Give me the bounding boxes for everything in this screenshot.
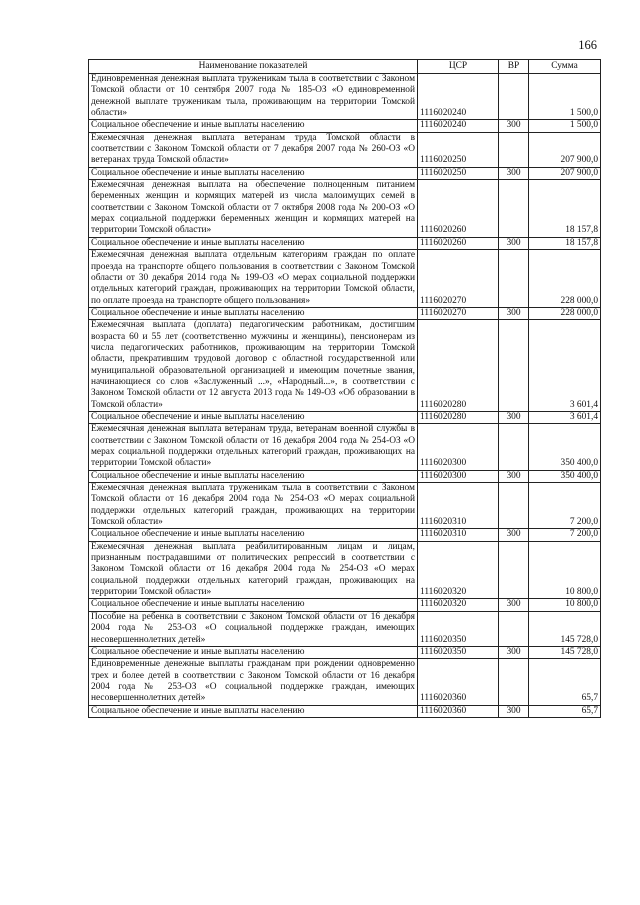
row-name-cell: Социальное обеспечение и иные выплаты населению (89, 646, 418, 658)
row-csr-cell: 1116020280 (418, 411, 499, 423)
row-name-cell: Социальное обеспечение и иные выплаты населению (89, 411, 418, 423)
row-sum-cell: 350 400,0 (529, 470, 601, 482)
table-row (89, 411, 601, 423)
row-vr-cell: 300 (499, 599, 529, 611)
table-row (89, 74, 601, 120)
row-sum-cell: 1 500,0 (529, 120, 601, 132)
row-vr-cell (499, 320, 529, 412)
row-vr-cell: 300 (499, 411, 529, 423)
row-vr-cell (499, 132, 529, 167)
row-vr-cell: 300 (499, 120, 529, 132)
table-row (89, 250, 601, 308)
row-vr-cell: 300 (499, 646, 529, 658)
row-sum-cell: 1 500,0 (529, 74, 601, 120)
table-row (89, 599, 601, 611)
row-sum-cell: 18 157,8 (529, 180, 601, 238)
row-csr-cell: 1116020310 (418, 529, 499, 541)
row-sum-cell: 7 200,0 (529, 529, 601, 541)
row-vr-cell (499, 250, 529, 308)
row-vr-cell: 300 (499, 529, 529, 541)
table-row (89, 237, 601, 249)
row-sum-cell: 3 601,4 (529, 411, 601, 423)
row-sum-cell: 10 800,0 (529, 599, 601, 611)
row-vr-cell: 300 (499, 167, 529, 179)
table-row (89, 646, 601, 658)
row-vr-cell (499, 611, 529, 646)
row-csr-cell: 1116020270 (418, 307, 499, 319)
table-row (89, 483, 601, 529)
row-vr-cell (499, 424, 529, 470)
row-name-cell: Ежемесячная денежная выплата на обеспечение полноценным питанием беременных женщин и кормящих матерей из числа малоимущих семей в соответствии с Законом Томской области от 7 октября 2008 года № 200-ОЗ «О мерах социальной поддержки беременных женщин и кормящих матерей на территории Томской области» (89, 180, 418, 238)
row-name-cell: Ежемесячная денежная выплата реабилитированным лицам и лицам, признанным пострадавшими от политических репрессий в соответствии с Законом Томской области от 16 декабря 2004 года № 254-ОЗ «О мерах социальной поддержки отдельных категорий граждан, проживающих на территории Томской области» (89, 541, 418, 599)
table-row (89, 132, 601, 167)
page-number: 166 (578, 38, 597, 52)
row-csr-cell: 1116020240 (418, 120, 499, 132)
row-sum-cell: 350 400,0 (529, 424, 601, 470)
row-sum-cell: 10 800,0 (529, 541, 601, 599)
header-name: Наименование показателей (89, 60, 418, 74)
row-sum-cell: 145 728,0 (529, 646, 601, 658)
row-csr-cell: 1116020270 (418, 250, 499, 308)
row-sum-cell: 7 200,0 (529, 483, 601, 529)
table-row (89, 180, 601, 238)
row-csr-cell: 1116020240 (418, 74, 499, 120)
row-csr-cell: 1116020320 (418, 599, 499, 611)
row-sum-cell: 65,7 (529, 659, 601, 705)
table-row (89, 320, 601, 412)
header-sum: Сумма (529, 60, 601, 74)
table-row (89, 659, 601, 705)
row-vr-cell (499, 74, 529, 120)
budget-table (88, 59, 601, 718)
row-name-cell: Ежемесячная денежная выплата ветеранам труда, ветеранам военной службы в соответствии с Законом Томской области от 16 декабря 2004 года № 254-ОЗ «О мерах социальной поддержки отдельных категорий граждан, проживающих на территории Томской области» (89, 424, 418, 470)
row-name-cell: Единовременная денежная выплата труженикам тыла в соответствии с Законом Томской области от 10 сентября 2007 года № 185-ОЗ «О единовременной денежной выплате труженикам тыла, проживающим на территории Томской области» (89, 74, 418, 120)
table-row (89, 529, 601, 541)
row-csr-cell: 1116020280 (418, 320, 499, 412)
table-header-row (89, 60, 601, 74)
row-sum-cell: 228 000,0 (529, 250, 601, 308)
row-vr-cell (499, 541, 529, 599)
row-name-cell: Социальное обеспечение и иные выплаты населению (89, 470, 418, 482)
table-body (89, 74, 601, 718)
row-vr-cell (499, 659, 529, 705)
row-name-cell: Ежемесячная выплата (доплата) педагогическим работникам, достигшим возраста 60 и 55 лет (соответственно мужчины и женщины), пенсионерам из числа педагогических работников, проживающим на территории Томской области, прекратившим трудовой договор с областной государственной или муниципальной образовательной организацией и имеющим почетные звания, начинающиеся со слов «Заслуженный ...», «Народный...», в соответствии с Законом Томской области от 12 августа 2013 года № 149-ОЗ «Об образовании в Томской области» (89, 320, 418, 412)
row-csr-cell: 1116020300 (418, 424, 499, 470)
row-csr-cell: 1116020260 (418, 237, 499, 249)
row-sum-cell: 18 157,8 (529, 237, 601, 249)
row-name-cell: Пособие на ребенка в соответствии с Законом Томской области от 16 декабря 2004 года № 253-ОЗ «О социальной поддержке граждан, имеющих несовершеннолетних детей» (89, 611, 418, 646)
row-name-cell: Социальное обеспечение и иные выплаты населению (89, 599, 418, 611)
row-sum-cell: 145 728,0 (529, 611, 601, 646)
row-csr-cell: 1116020260 (418, 180, 499, 238)
row-sum-cell: 228 000,0 (529, 307, 601, 319)
table-row (89, 120, 601, 132)
table-row (89, 470, 601, 482)
row-vr-cell (499, 483, 529, 529)
row-csr-cell: 1116020350 (418, 611, 499, 646)
row-vr-cell: 300 (499, 470, 529, 482)
row-csr-cell: 1116020310 (418, 483, 499, 529)
row-name-cell: Ежемесячная денежная выплата отдельным категориям граждан по оплате проезда на транспорте общего пользования в соответствии с Законом Томской области от 30 декабря 2014 года № 199-ОЗ «О мерах социальной поддержки отдельных категорий граждан, проживающих на территории Томской области, по оплате проезда на транспорте общего пользования» (89, 250, 418, 308)
row-csr-cell: 1116020250 (418, 167, 499, 179)
row-vr-cell: 300 (499, 307, 529, 319)
row-name-cell: Единовременные денежные выплаты гражданам при рождении одновременно трех и более детей в соответствии с Законом Томской области от 16 декабря 2004 года № 253-ОЗ «О социальной поддержке граждан, имеющих несовершеннолетних детей» (89, 659, 418, 705)
table-row (89, 611, 601, 646)
row-sum-cell: 65,7 (529, 705, 601, 717)
table-row (89, 705, 601, 717)
row-name-cell: Социальное обеспечение и иные выплаты населению (89, 705, 418, 717)
row-name-cell: Ежемесячная денежная выплата ветеранам труда Томской области в соответствии с Законом Томской области от 7 декабря 2007 года № 260-ОЗ «О ветеранах труда Томской области» (89, 132, 418, 167)
row-csr-cell: 1116020360 (418, 659, 499, 705)
row-sum-cell: 207 900,0 (529, 167, 601, 179)
row-csr-cell: 1116020300 (418, 470, 499, 482)
row-sum-cell: 207 900,0 (529, 132, 601, 167)
row-name-cell: Ежемесячная денежная выплата труженикам тыла в соответствии с Законом Томской области от 16 декабря 2004 года № 254-ОЗ «О мерах социальной поддержки отдельных категорий граждан, проживающих на территории Томской области» (89, 483, 418, 529)
row-vr-cell: 300 (499, 705, 529, 717)
row-name-cell: Социальное обеспечение и иные выплаты населению (89, 307, 418, 319)
row-name-cell: Социальное обеспечение и иные выплаты населению (89, 120, 418, 132)
row-name-cell: Социальное обеспечение и иные выплаты населению (89, 167, 418, 179)
table-row (89, 424, 601, 470)
row-name-cell: Социальное обеспечение и иные выплаты населению (89, 529, 418, 541)
row-csr-cell: 1116020350 (418, 646, 499, 658)
row-csr-cell: 1116020360 (418, 705, 499, 717)
row-sum-cell: 3 601,4 (529, 320, 601, 412)
table-row (89, 167, 601, 179)
header-vr: ВР (499, 60, 529, 74)
row-csr-cell: 1116020250 (418, 132, 499, 167)
row-name-cell: Социальное обеспечение и иные выплаты населению (89, 237, 418, 249)
header-csr: ЦСР (418, 60, 499, 74)
table-row (89, 541, 601, 599)
row-vr-cell (499, 180, 529, 238)
row-csr-cell: 1116020320 (418, 541, 499, 599)
table-row (89, 307, 601, 319)
row-vr-cell: 300 (499, 237, 529, 249)
